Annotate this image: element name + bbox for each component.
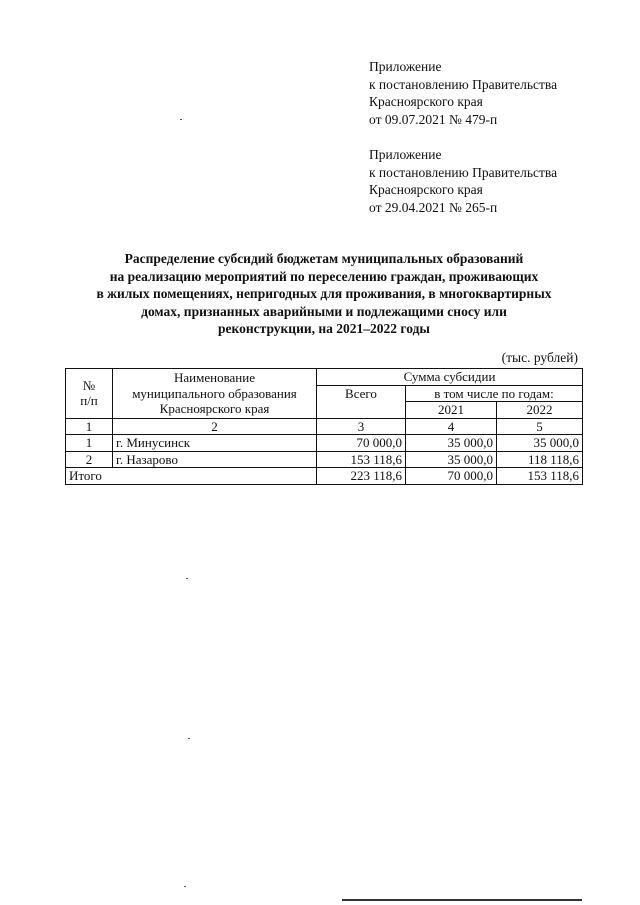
header-number-abbr: п/п bbox=[80, 393, 98, 409]
table-row bbox=[66, 435, 583, 452]
table-row bbox=[66, 451, 583, 468]
title-line: реконструкции, на 2021–2022 годы bbox=[218, 321, 430, 336]
subsidy-2021: 35 000,0 bbox=[406, 451, 497, 468]
header-number bbox=[66, 369, 113, 419]
column-number: 5 bbox=[497, 418, 583, 435]
header-number-symbol: № bbox=[82, 377, 96, 393]
column-number: 1 bbox=[66, 418, 113, 435]
subsidy-2021: 35 000,0 bbox=[406, 435, 497, 452]
header-name-line: Наименование bbox=[174, 370, 255, 385]
title-line: в жилых помещениях, непригодных для проживания, в многоквартирных bbox=[96, 286, 552, 301]
summary-row bbox=[66, 468, 583, 485]
header-by-years: в том числе по годам: bbox=[406, 385, 583, 402]
appendix-region-line: Красноярского края bbox=[369, 182, 483, 198]
title-line: домах, признанных аварийными и подлежащими сносу или bbox=[141, 303, 507, 319]
column-number: 4 bbox=[406, 418, 497, 435]
appendix-header-current bbox=[369, 58, 557, 128]
header-year-2021: 2021 bbox=[406, 402, 497, 419]
subsidy-table bbox=[65, 368, 583, 485]
appendix-label: Приложение bbox=[369, 59, 442, 74]
column-number-row bbox=[66, 418, 583, 435]
column-number: 2 bbox=[113, 418, 317, 435]
summary-2022: 153 118,6 bbox=[497, 468, 583, 485]
municipality-name: г. Назарово bbox=[113, 451, 317, 468]
subsidy-2022: 35 000,0 bbox=[497, 435, 583, 452]
appendix-label: Приложение bbox=[369, 147, 442, 162]
appendix-header-original bbox=[369, 146, 557, 216]
header-name-line: муниципального образования bbox=[132, 385, 297, 401]
header-total: Всего bbox=[317, 385, 406, 418]
title-line: на реализацию мероприятий по переселению граждан, проживающих bbox=[109, 268, 539, 284]
title-line: Распределение субсидий бюджетам муниципальных образований bbox=[124, 251, 524, 266]
scan-speck bbox=[188, 738, 190, 739]
summary-label: Итого bbox=[66, 468, 317, 485]
units-label: (тыс. рублей) bbox=[501, 350, 578, 365]
header-name-line: Красноярского края bbox=[159, 401, 270, 416]
scan-speck bbox=[184, 886, 186, 887]
row-number: 2 bbox=[66, 451, 113, 468]
header-municipality bbox=[113, 369, 317, 419]
scan-speck bbox=[180, 119, 182, 120]
appendix-resolution-line: к постановлению Правительства bbox=[369, 164, 558, 180]
summary-2021: 70 000,0 bbox=[406, 468, 497, 485]
appendix-region-line: Красноярского края bbox=[369, 94, 483, 110]
appendix-resolution-line: к постановлению Правительства bbox=[369, 76, 558, 92]
subsidy-total: 70 000,0 bbox=[317, 435, 406, 452]
municipality-name: г. Минусинск bbox=[113, 435, 317, 452]
subsidy-total: 153 118,6 bbox=[317, 451, 406, 468]
appendix-date-number: от 09.07.2021 № 479-п bbox=[369, 111, 498, 127]
subsidy-2022: 118 118,6 bbox=[497, 451, 583, 468]
column-number: 3 bbox=[317, 418, 406, 435]
scan-speck bbox=[186, 578, 188, 579]
header-row bbox=[66, 369, 583, 386]
header-subsidy-sum: Сумма субсидии bbox=[317, 369, 583, 386]
row-number: 1 bbox=[66, 435, 113, 452]
document-title bbox=[60, 250, 588, 338]
header-year-2022: 2022 bbox=[497, 402, 583, 419]
page-edge-line bbox=[342, 899, 582, 901]
appendix-date-number: от 29.04.2021 № 265-п bbox=[369, 199, 498, 215]
summary-total: 223 118,6 bbox=[317, 468, 406, 485]
